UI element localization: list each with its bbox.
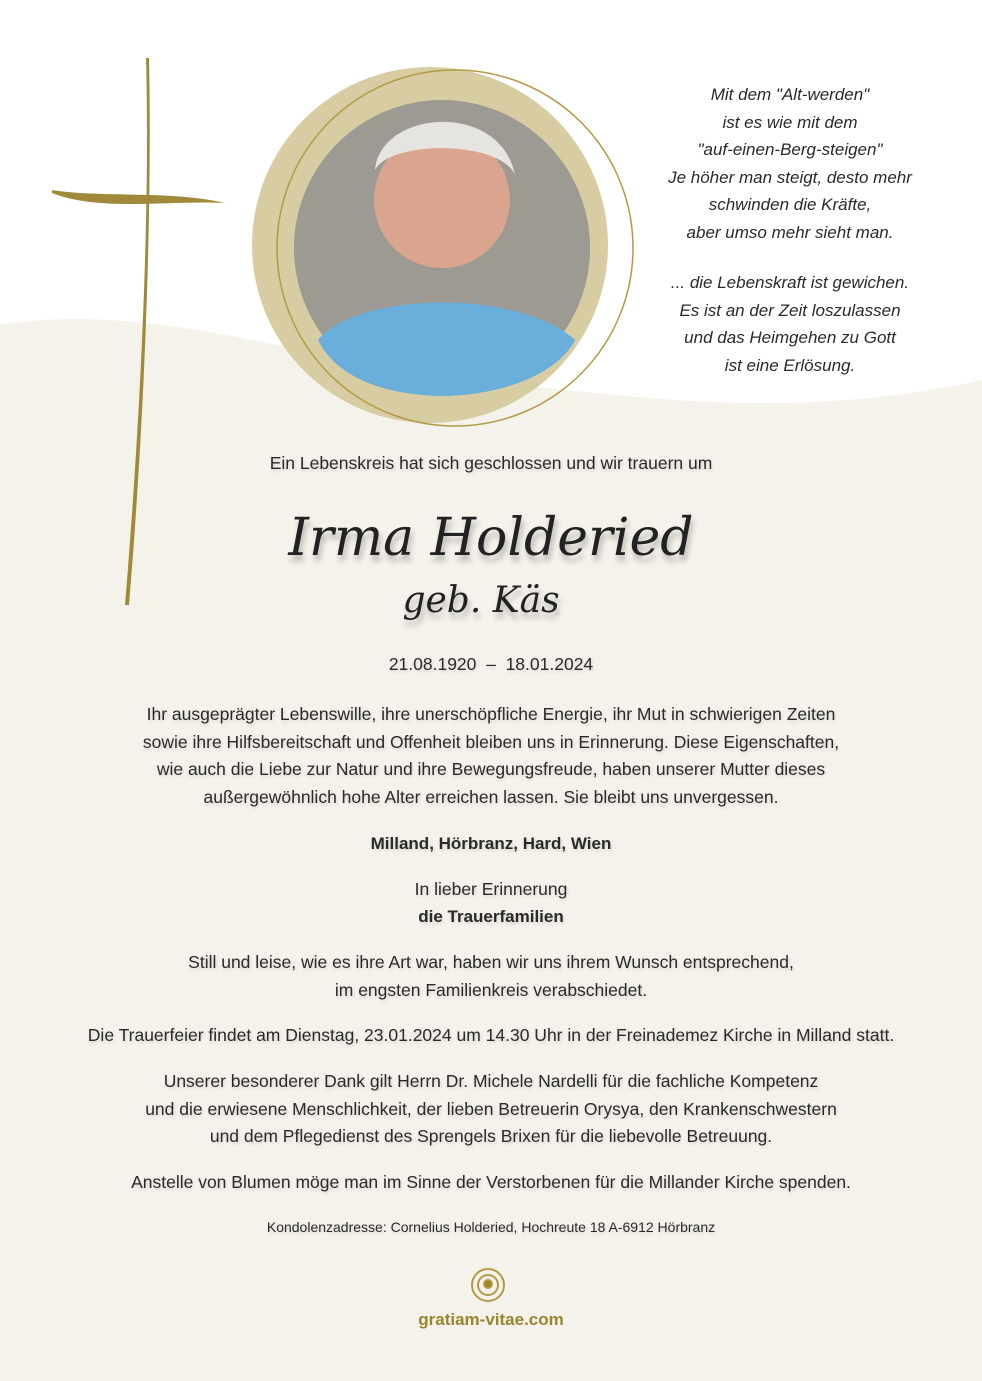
- donation-text: Anstelle von Blumen möge man im Sinne der Verstorbenen für die Millander Kirche spenden.: [131, 1172, 851, 1192]
- life-dates: 21.08.1920 – 18.01.2024: [388, 654, 594, 674]
- poem-line: Es ist an der Zeit loszulassen: [679, 300, 901, 320]
- poem-stanza-1: [640, 81, 940, 246]
- intro-text: Ein Lebenskreis hat sich geschlossen und wir trauern um: [269, 453, 713, 473]
- farewell-text: [0, 949, 982, 1004]
- thanks-line: Unserer besonderer Dank gilt Herrn Dr. Michele Nardelli für die fachliche Kompetenz: [163, 1071, 819, 1091]
- brand-link[interactable]: gratiam-vitae.com: [418, 1310, 564, 1329]
- remembrance-text: In lieber Erinnerung: [414, 879, 568, 899]
- poem-line: ist eine Erlösung.: [724, 355, 856, 375]
- ceremony-text: Die Trauerfeier findet am Dienstag, 23.01.2024 um 14.30 Uhr in der Freinademez Kirche in Milland statt.: [87, 1025, 895, 1045]
- family-signature: die Trauerfamilien: [418, 907, 564, 926]
- poem-line: "auf-einen-Berg-steigen": [697, 140, 883, 159]
- maiden-name: geb. Käs: [402, 580, 560, 621]
- poem-line: Mit dem "Alt-werden": [710, 85, 870, 104]
- poem-line: ist es wie mit dem: [722, 112, 858, 132]
- poem-line: und das Heimgehen zu Gott: [684, 328, 896, 347]
- poem-line: ... die Lebenskraft ist gewichen.: [670, 273, 910, 292]
- condolence-address: Kondolenzadresse: Cornelius Holderied, Hochreute 18 A-6912 Hörbranz: [266, 1219, 716, 1235]
- places: Milland, Hörbranz, Hard, Wien: [370, 834, 612, 853]
- deceased-name: Irma Holderied: [288, 508, 694, 568]
- thanks-text: [0, 1068, 982, 1151]
- tribute-line: außergewöhnlich hohe Alter erreichen lassen. Sie bleibt uns unvergessen.: [203, 786, 779, 807]
- tribute-line: Ihr ausgeprägter Lebenswille, ihre unerschöpfliche Energie, ihr Mut in schwierigen Zeiten: [146, 704, 836, 724]
- thanks-line: und dem Pflegedienst des Sprengels Brixen für die liebevolle Betreuung.: [209, 1126, 773, 1147]
- poem-stanza-2: [640, 269, 940, 379]
- farewell-line: im engsten Familienkreis verabschiedet.: [334, 979, 648, 1000]
- tribute-line: sowie ihre Hilfsbereitschaft und Offenheit bleiben uns in Erinnerung. Diese Eigenschaften,: [142, 731, 840, 752]
- poem-line: Je höher man steigt, desto mehr: [668, 167, 912, 187]
- thanks-line: und die erwiesene Menschlichkeit, der lieben Betreuerin Orysya, den Krankenschwestern: [145, 1098, 837, 1119]
- poem-line: schwinden die Kräfte,: [708, 195, 872, 214]
- poem-line: aber umso mehr sieht man.: [686, 222, 894, 242]
- farewell-line: Still und leise, wie es ihre Art war, haben wir uns ihrem Wunsch entsprechend,: [188, 952, 794, 972]
- tribute-text: [0, 701, 982, 811]
- tribute-line: wie auch die Liebe zur Natur und ihre Bewegungsfreude, haben unserer Mutter dieses: [156, 759, 826, 780]
